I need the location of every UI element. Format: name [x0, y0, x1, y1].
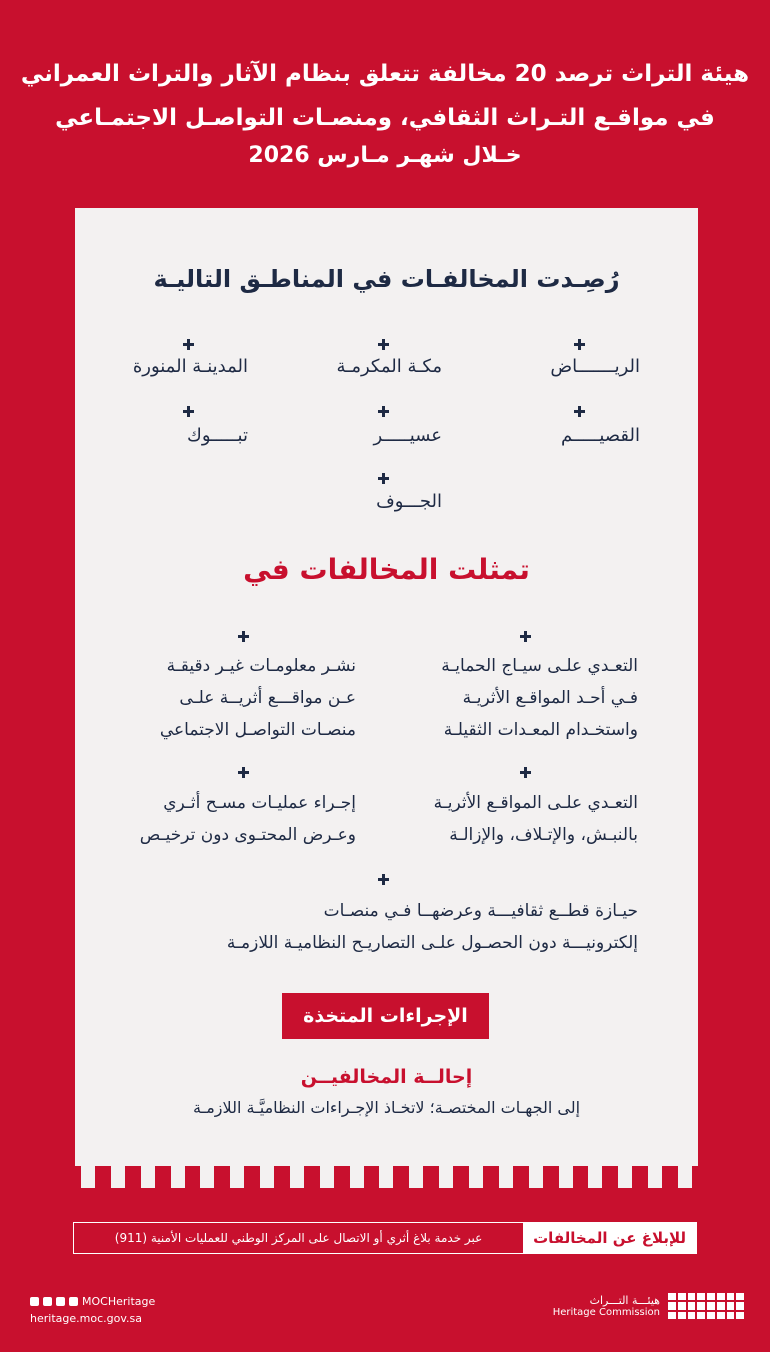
header-line-3: خـلال شهـر مـارس 2026	[248, 143, 522, 168]
violation-item-fence: التعـدي علـى سيـاج الحمايـة فـي أحـد المواقـع الأثريـة واستخـدام المعـدات الثقيلـة	[441, 656, 638, 740]
plus-bullet-icon	[183, 406, 194, 417]
region-riyadh: الريـــــــاض	[550, 356, 640, 377]
plus-bullet-icon	[378, 339, 389, 350]
footer-logo	[553, 1293, 744, 1319]
region-asir: عسيـــــر	[373, 425, 442, 446]
header-line-2: في مواقـع التـراث الثقافي، ومنصـات التواصـل الاجتمـاعي	[55, 105, 715, 131]
header-line-1: هيئة التراث ترصد 20 مخالفة تتعلق بنظام الآثار والتراث العمراني	[20, 61, 750, 87]
plus-bullet-icon	[574, 339, 585, 350]
plus-bullet-icon	[378, 874, 389, 885]
report-bar	[73, 1222, 697, 1254]
referral-text: إلى الجهـات المختصـة؛ لاتخـاذ الإجـراءات النظاميَّـة اللازمـة	[192, 1098, 581, 1117]
footer-social	[30, 1293, 155, 1325]
plus-bullet-icon	[520, 767, 531, 778]
heritage-logo-icon	[668, 1293, 744, 1319]
violation-item-misinformation: نشـر معلومـات غيـر دقيقـة عـن مواقـــع أثريــة علـى منصـات التواصـل الاجتماعي	[159, 656, 356, 740]
violation-item-survey: إجـراء عمليـات مسـح أثـري وعـرض المحتـوى دون ترخيـص	[139, 793, 356, 845]
plus-bullet-icon	[183, 339, 194, 350]
plus-bullet-icon	[238, 767, 249, 778]
social-handle[interactable]: MOCHeritage	[82, 1294, 156, 1308]
referral-title: إحالــة المخالفيــن	[300, 1066, 473, 1088]
snapchat-icon[interactable]	[69, 1297, 78, 1306]
youtube-icon[interactable]	[56, 1297, 65, 1306]
panel-serrated-edge	[75, 1166, 698, 1188]
plus-bullet-icon	[378, 473, 389, 484]
report-text: عبر خدمة بلاغ أثري أو الاتصال على المركز الوطني للعمليات الأمنية (911)	[114, 1231, 483, 1245]
regions-title: رُصِـدت المخالفـات في المناطـق التاليـة	[153, 265, 620, 293]
plus-bullet-icon	[378, 406, 389, 417]
x-icon[interactable]	[30, 1297, 39, 1306]
tiktok-icon[interactable]	[43, 1297, 52, 1306]
actions-badge: الإجراءات المتخذة	[282, 993, 489, 1039]
violation-item-possession: حيـازة قطــع ثقافيـــة وعرضهــا فـي منصـات إلكترونيـــة دون الحصـول علـى التصاريـح النظاميـة اللازمـة	[226, 901, 638, 953]
violation-item-digging: التعـدي علـى المواقـع الأثريـة بالنبـش، والإتـلاف، والإزالـة	[433, 793, 638, 845]
region-madinah: المدينـة المنورة	[132, 356, 248, 377]
region-makkah: مكـة المكرمـة	[336, 356, 442, 377]
org-name-en: Heritage Commission	[552, 1307, 660, 1318]
plus-bullet-icon	[574, 406, 585, 417]
plus-bullet-icon	[238, 631, 249, 642]
region-jouf: الجـــوف	[376, 491, 442, 512]
page-header	[0, 52, 770, 172]
org-name-ar: هيئـــة التـــراث	[589, 1294, 660, 1307]
region-qassim: القصيـــــم	[561, 425, 640, 446]
violations-title: تمثلت المخالفات في	[243, 553, 530, 586]
region-tabuk: تبـــــوك	[187, 425, 248, 446]
plus-bullet-icon	[520, 631, 531, 642]
website-link[interactable]: heritage.moc.gov.sa	[30, 1312, 142, 1325]
report-label: للإبلاغ عن المخالفات	[523, 1223, 696, 1253]
